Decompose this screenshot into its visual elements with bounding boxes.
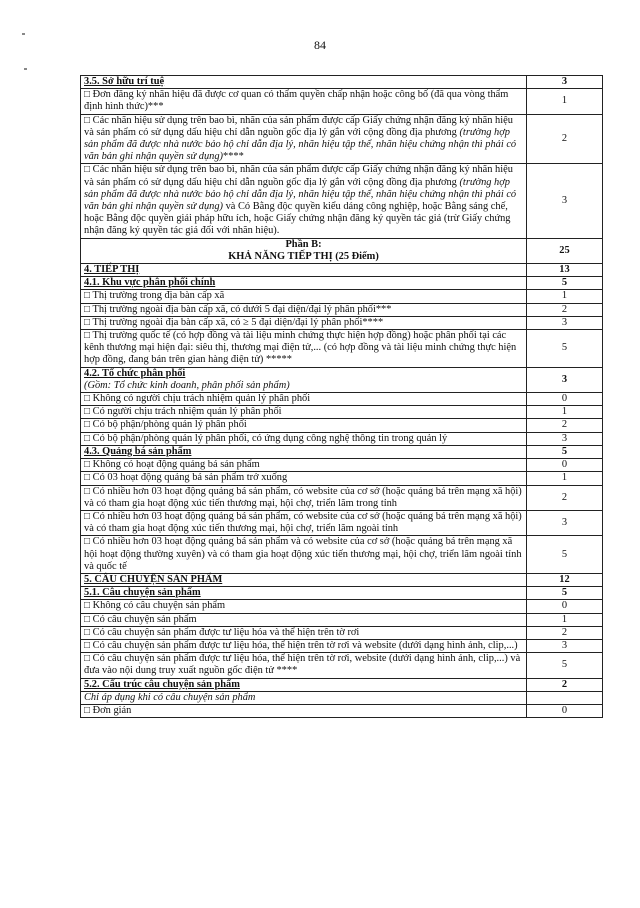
score-cell xyxy=(527,704,603,717)
score-value: 0 xyxy=(561,459,568,471)
option-text: Có bộ phận/phòng quản lý phân phối xyxy=(92,419,247,431)
score-cell xyxy=(527,277,603,290)
score-cell xyxy=(527,536,603,574)
criteria-text-cell xyxy=(81,238,527,263)
criteria-text-cell xyxy=(81,89,527,114)
option-text: Các nhãn hiệu sử dụng trên bao bì, nhãn của sản phẩm được cấp Giấy chứng nhận đăng ký nhãn hiệu và sản phẩm có sử dụng dấu hiệu chỉ dẫn nguồn gốc địa lý gắn với cộng đồng địa phương xyxy=(84,164,513,188)
option-text: Có nhiều hơn 03 hoạt động quảng bá sản phẩm và có website của cơ sở (hoặc quảng bá trên mạng xã hội hoạt động thường xuyên) và có tham gia hoạt động xúc tiến thương mại, hội chợ, triển lãm ngoài tỉnh và quốc tế xyxy=(84,536,522,572)
criteria-row xyxy=(81,587,603,600)
score-value: 0 xyxy=(561,704,568,716)
criteria-row xyxy=(81,290,603,303)
option-text: Thị trường ngoài địa bàn cấp xã, có ≥ 5 đại diện/đại lý phân phối**** xyxy=(92,316,384,328)
criteria-text-cell xyxy=(81,485,527,510)
checkbox-icon: □ xyxy=(84,89,91,101)
score-cell xyxy=(527,587,603,600)
score-cell xyxy=(527,639,603,652)
criteria-row xyxy=(81,164,603,238)
score-cell xyxy=(527,114,603,164)
score-cell xyxy=(527,691,603,704)
section-heading: 5.1. Câu chuyện sản phẩm xyxy=(84,587,201,599)
option-text: Có nhiều hơn 03 hoạt động quảng bá sản phẩm, có website của cơ sở (hoặc quảng bá trên mạng xã hội) và có tham gia hoạt động xúc tiến thương mại, hội chợ, triển lãm ngoài tỉnh xyxy=(84,510,522,535)
score-value: 5 xyxy=(561,277,568,289)
option-text: Không có câu chuyện sản phẩm xyxy=(92,600,226,612)
criteria-text-cell xyxy=(81,316,527,329)
option-text: Không có hoạt động quảng bá sản phẩm xyxy=(92,459,260,471)
checkbox-icon: □ xyxy=(84,419,91,431)
criteria-text-cell xyxy=(81,510,527,535)
criteria-row xyxy=(81,573,603,586)
criteria-row xyxy=(81,432,603,445)
section-heading: 5.2. Cấu trúc câu chuyện sản phẩm xyxy=(84,678,240,690)
criteria-text-cell xyxy=(81,704,527,717)
section-heading: 4.1. Khu vực phân phối chính xyxy=(84,277,216,289)
score-cell xyxy=(527,600,603,613)
checkbox-icon: □ xyxy=(84,704,91,716)
section-heading: 4.2. Tổ chức phân phối xyxy=(84,367,186,379)
score-cell xyxy=(527,303,603,316)
score-cell xyxy=(527,89,603,114)
score-value: 1 xyxy=(561,406,568,418)
option-text: Thị trường quốc tế (có hợp đồng và tài liệu minh chứng thực hiện hợp đồng) hoặc phân phối tại các kênh thương mại hiện đại: siêu thị, thương mại điện tử,... (có hợp đồng và tài liệu minh chứng thực hiện hợp đồng, đang bán trên gian hàng điện tử) ***** xyxy=(84,330,517,366)
option-text: Có câu chuyện sản phẩm được tư liệu hóa, thể hiện trên tờ rơi và website (dưới dạng hình ảnh, clip,...) xyxy=(92,639,518,651)
criteria-text-cell xyxy=(81,639,527,652)
criteria-text-cell xyxy=(81,303,527,316)
score-cell xyxy=(527,164,603,238)
section-heading: 4. TIẾP THỊ xyxy=(84,264,140,276)
score-cell xyxy=(527,238,603,263)
score-value: 2 xyxy=(561,419,568,431)
score-value: 1 xyxy=(561,95,568,107)
score-value: 5 xyxy=(561,548,568,560)
criteria-text-cell xyxy=(81,419,527,432)
criteria-row xyxy=(81,536,603,574)
criteria-row xyxy=(81,678,603,691)
criteria-text-cell xyxy=(81,406,527,419)
score-cell xyxy=(527,510,603,535)
score-value: 3 xyxy=(561,194,568,206)
criteria-row xyxy=(81,653,603,678)
score-value: 3 xyxy=(561,76,568,87)
score-cell xyxy=(527,406,603,419)
checkbox-icon: □ xyxy=(84,290,91,302)
checkbox-icon: □ xyxy=(84,613,91,625)
score-cell xyxy=(527,330,603,368)
criteria-row xyxy=(81,406,603,419)
score-value: 2 xyxy=(561,626,568,638)
score-cell xyxy=(527,264,603,277)
criteria-row xyxy=(81,639,603,652)
scan-mark-lower xyxy=(24,68,27,70)
criteria-text-cell xyxy=(81,691,527,704)
score-value: 1 xyxy=(561,472,568,484)
option-text: Có người chịu trách nhiệm quản lý phân phối xyxy=(92,406,282,418)
criteria-row xyxy=(81,419,603,432)
score-cell xyxy=(527,290,603,303)
score-value: 5 xyxy=(561,587,568,599)
score-cell xyxy=(527,459,603,472)
criteria-row xyxy=(81,303,603,316)
checkbox-icon: □ xyxy=(84,600,91,612)
criteria-text-cell xyxy=(81,432,527,445)
score-value: 5 xyxy=(561,445,568,457)
section-heading: 4.3. Quảng bá sản phẩm xyxy=(84,445,192,457)
section-heading: 3.5. Sở hữu trí tuệ xyxy=(84,76,165,87)
checkbox-icon: □ xyxy=(84,472,91,484)
score-value: 25 xyxy=(559,244,570,256)
criteria-row xyxy=(81,114,603,164)
checkbox-icon: □ xyxy=(84,406,91,418)
criteria-row xyxy=(81,238,603,263)
criteria-row xyxy=(81,393,603,406)
score-value: 13 xyxy=(559,264,570,276)
option-text: Thị trường ngoài địa bàn cấp xã, có dưới 5 đại diện/đại lý phân phối*** xyxy=(92,303,392,315)
criteria-text-cell xyxy=(81,445,527,458)
checkbox-icon: □ xyxy=(84,330,91,342)
score-cell xyxy=(527,653,603,678)
checkbox-icon: □ xyxy=(84,432,91,444)
score-value: 0 xyxy=(561,393,568,405)
option-text: Có câu chuyện sản phẩm xyxy=(92,613,197,625)
criteria-text-cell xyxy=(81,573,527,586)
checkbox-icon: □ xyxy=(84,536,91,548)
score-value: 2 xyxy=(561,491,568,503)
checkbox-icon: □ xyxy=(84,653,91,665)
option-text: Có nhiều hơn 03 hoạt động quảng bá sản phẩm, có website của cơ sở (hoặc quảng bá trên mạng xã hội) và có tham gia hoạt động xúc tiến thương mại, hội chợ, triển lãm trong tỉnh xyxy=(84,485,522,509)
criteria-text-cell xyxy=(81,536,527,574)
criteria-text-cell xyxy=(81,76,527,89)
criteria-row xyxy=(81,691,603,704)
score-value: 3 xyxy=(561,373,568,385)
option-text: Các nhãn hiệu sử dụng trên bao bì, nhãn của sản phẩm được cấp Giấy chứng nhận đăng ký nhãn hiệu và sản phẩm có sử dụng dấu hiệu chỉ dẫn nguồn gốc địa lý gắn với cộng đồng địa phương xyxy=(84,114,513,138)
score-cell xyxy=(527,419,603,432)
option-text: Không có người chịu trách nhiệm quản lý phân phối xyxy=(92,393,311,405)
score-cell xyxy=(527,573,603,586)
criteria-text-cell xyxy=(81,459,527,472)
score-cell xyxy=(527,393,603,406)
criteria-row xyxy=(81,704,603,717)
score-value: 0 xyxy=(561,600,568,612)
criteria-text-cell xyxy=(81,678,527,691)
score-value: 1 xyxy=(561,290,568,302)
score-value: 3 xyxy=(561,517,568,528)
score-cell xyxy=(527,613,603,626)
checkbox-icon: □ xyxy=(84,303,91,315)
option-text: Có 03 hoạt động quảng bá sản phẩm trở xuống xyxy=(92,472,288,484)
checkbox-icon: □ xyxy=(84,459,91,471)
criteria-row xyxy=(81,445,603,458)
criteria-text-cell xyxy=(81,290,527,303)
score-cell xyxy=(527,76,603,89)
option-text: Có câu chuyện sản phẩm được tư liệu hóa và thể hiện trên tờ rơi xyxy=(92,626,360,638)
checkbox-icon: □ xyxy=(84,164,91,176)
score-cell xyxy=(527,367,603,392)
criteria-text-cell xyxy=(81,367,527,392)
score-cell xyxy=(527,316,603,329)
applicability-note: Chỉ áp dụng khi có câu chuyện sản phẩm xyxy=(84,691,256,703)
score-cell xyxy=(527,626,603,639)
criteria-row xyxy=(81,277,603,290)
criteria-row xyxy=(81,330,603,368)
criteria-text-cell xyxy=(81,472,527,485)
criteria-row xyxy=(81,89,603,114)
criteria-text-cell xyxy=(81,393,527,406)
option-text: Có câu chuyện sản phẩm được tư liệu hóa, thể hiện trên tờ rơi, website (dưới dạng hình ảnh, clip,...) và đưa vào nội dung truy xuất nguồn gốc điện tử **** xyxy=(84,653,521,677)
checkbox-icon: □ xyxy=(84,485,91,497)
criteria-text-cell xyxy=(81,164,527,238)
score-value: 12 xyxy=(559,573,570,585)
score-value: 1 xyxy=(561,613,568,625)
score-cell xyxy=(527,445,603,458)
part-title: KHẢ NĂNG TIẾP THỊ (25 Điểm) xyxy=(228,250,379,262)
checkbox-icon: □ xyxy=(84,316,91,328)
criteria-text-cell xyxy=(81,587,527,600)
option-text: Có bộ phận/phòng quản lý phân phối, có ứng dụng công nghệ thông tin trong quản lý xyxy=(92,432,448,444)
criteria-text-cell xyxy=(81,613,527,626)
option-text: Đơn đăng ký nhãn hiệu đã được cơ quan có thẩm quyền chấp nhận hoặc công bố (đã qua vòng thẩm định hình thức)*** xyxy=(84,89,509,113)
criteria-text-cell xyxy=(81,626,527,639)
criteria-row xyxy=(81,316,603,329)
score-value: 2 xyxy=(561,678,568,690)
option-tail: **** xyxy=(223,151,244,163)
criteria-row xyxy=(81,600,603,613)
criteria-row xyxy=(81,626,603,639)
score-value: 3 xyxy=(561,316,568,328)
option-text: Thị trường trong địa bàn cấp xã xyxy=(92,290,225,302)
section-note: (Gồm: Tổ chức kinh doanh, phân phối sản phẩm) xyxy=(84,379,290,391)
score-value: 3 xyxy=(561,639,568,651)
criteria-text-cell xyxy=(81,330,527,368)
criteria-text-cell xyxy=(81,600,527,613)
criteria-row xyxy=(81,459,603,472)
criteria-text-cell xyxy=(81,114,527,164)
score-value: 2 xyxy=(561,303,568,315)
score-cell xyxy=(527,472,603,485)
score-value: 2 xyxy=(561,132,568,144)
criteria-row xyxy=(81,510,603,535)
option-italic-note: (trường hợp sản phẩm đã được nhà nước bảo hộ chỉ dẫn địa lý, nhãn hiệu tập thể, nhãn hiệu chứng nhận thì phải có văn bản ghi nhận quyền sử dụng) xyxy=(84,176,517,213)
section-heading: 5. CÂU CHUYỆN SẢN PHẨM xyxy=(84,573,223,585)
checkbox-icon: □ xyxy=(84,639,91,651)
score-cell xyxy=(527,485,603,510)
criteria-text-cell xyxy=(81,277,527,290)
criteria-row xyxy=(81,76,603,89)
part-label: Phần B: xyxy=(285,238,322,250)
scoring-criteria-table xyxy=(80,75,603,718)
checkbox-icon: □ xyxy=(84,393,91,405)
checkbox-icon: □ xyxy=(84,114,91,126)
criteria-row xyxy=(81,613,603,626)
score-value: 5 xyxy=(561,659,568,671)
score-value: 3 xyxy=(561,432,568,444)
option-tail: và Có Bằng độc quyền kiểu dáng công nghiệp, hoặc Bằng sáng chế, hoặc Bằng độc quyền giải pháp hữu ích, hoặc Giấy chứng nhận đăng ký quyền tác giả (trừ Giấy chứng nhận đăng ký quyền tác giả đối với nhãn hiệu). xyxy=(84,201,511,237)
scan-mark-top xyxy=(22,33,25,35)
checkbox-icon: □ xyxy=(84,626,91,638)
option-italic-note: (trường hợp sản phẩm đã được nhà nước bảo hộ chỉ dẫn địa lý, nhãn hiệu tập thể, nhãn hiệu chứng nhận thì phải có văn bản ghi nhận quyền sử dụng) xyxy=(84,126,517,163)
criteria-text-cell xyxy=(81,653,527,678)
criteria-text-cell xyxy=(81,264,527,277)
criteria-row xyxy=(81,472,603,485)
option-text: Đơn giản xyxy=(92,704,132,716)
page-number: 84 xyxy=(314,38,326,52)
score-value: 5 xyxy=(561,342,568,354)
score-cell xyxy=(527,432,603,445)
criteria-row xyxy=(81,264,603,277)
score-cell xyxy=(527,678,603,691)
criteria-row xyxy=(81,367,603,392)
checkbox-icon: □ xyxy=(84,510,91,522)
criteria-row xyxy=(81,485,603,510)
